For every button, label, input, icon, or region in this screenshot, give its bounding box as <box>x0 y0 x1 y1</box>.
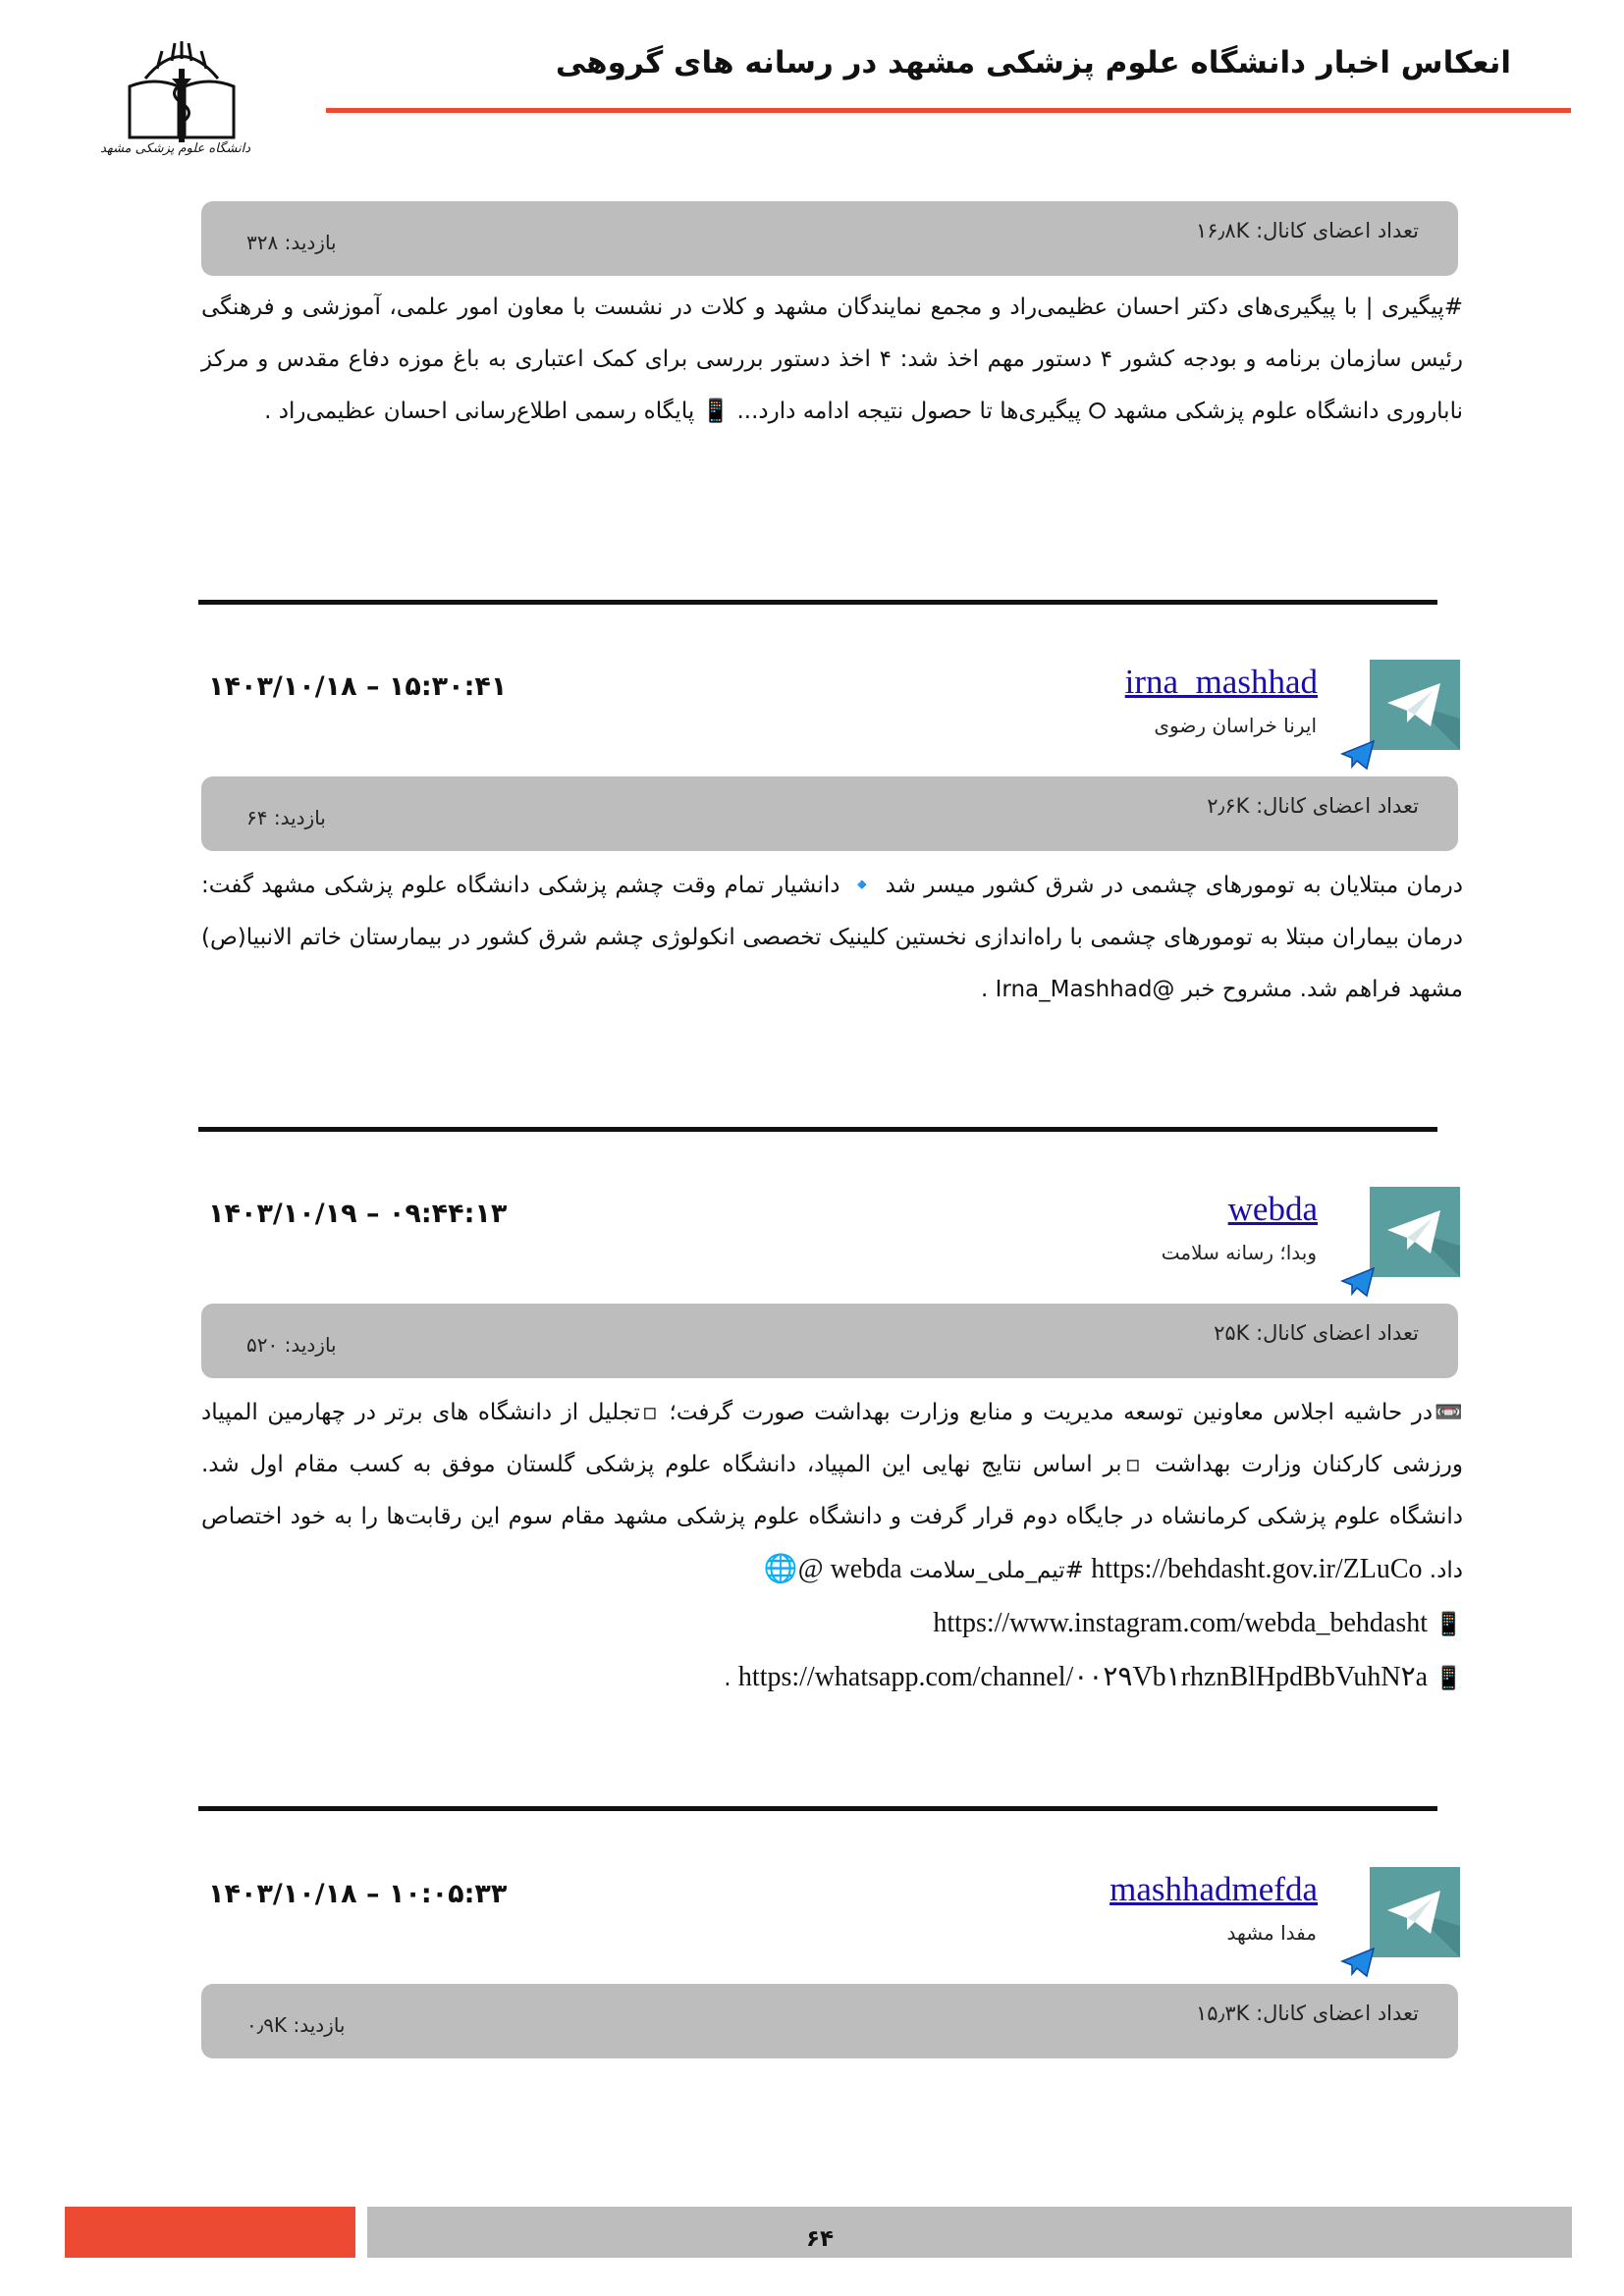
post-separator <box>198 1806 1437 1811</box>
post-stats-bar <box>201 1984 1458 2058</box>
footer-accent-bar <box>65 2207 355 2258</box>
telegram-small-icon <box>1340 1946 1376 1979</box>
post-separator <box>198 600 1437 605</box>
channel-link[interactable]: irna_mashhad <box>1124 663 1318 701</box>
phone-icon: 📱 <box>1435 1612 1463 1637</box>
telegram-small-icon <box>1340 738 1376 772</box>
post-stats-bar <box>201 201 1458 276</box>
channel-link[interactable]: webda <box>1227 1190 1318 1228</box>
post-stats-bar <box>201 1304 1458 1378</box>
footer-bar <box>367 2207 1572 2258</box>
member-count: تعداد اعضای کانال: ۱۵٫۳K <box>1195 2002 1419 2025</box>
post-body: #پیگیری | با پیگیری‌های دکتر احسان عظیمی‌راد و مجمع نمایندگان مشهد و کلات در نشست با معاون امور علمی، آموزشی و فرهنگی رئیس سازمان برنامه و بودجه کشور ۴ دستور مهم اخذ شد: ۴ اخذ دستور بررسی برای کمک اعتباری به باغ موزه دفاع مقدس و مرکز ناباروری دانشگاه علوم پزشکی مشهد ⭘ پیگیری‌ها تا حصول نتیجه ادامه دارد... 📱 پایگاه رسمی اطلاع‌رسانی احسان عظیمی‌راد . <box>201 294 1463 424</box>
post-link[interactable]: https://behdasht.gov.ir/ZLuCo <box>1091 1554 1423 1584</box>
channel-subtitle: ایرنا خراسان رضوی <box>1154 714 1317 737</box>
phone-icon: 📱 <box>1435 1666 1463 1691</box>
header-divider <box>326 108 1571 113</box>
member-count: تعداد اعضای کانال: ۱۶٫۸K <box>1195 219 1419 242</box>
member-count: تعداد اعضای کانال: ۲٫۶K <box>1207 794 1419 818</box>
post-datetime: ۱۴۰۳/۱۰/۱۸ – ۱۰:۰۵:۳۳ <box>208 1879 508 1909</box>
logo-caption: دانشگاه علوم پزشکی مشهد <box>100 141 250 156</box>
post-body: 📼در حاشیه اجلاس معاونین توسعه مدیریت و منابع وزارت بهداشت صورت گرفت؛ ▫تجلیل از دانشگاه های برتر در چهارمین المپیاد ورزشی کارکنان وزارت بهداشت ▫بر اساس نتایج نهایی این المپیاد، دانشگاه علوم پزشکی گلستان موفق به کسب مقام اول شد. دانشگاه علوم پزشکی کرمانشاه در جایگاه دوم قرار گرفت و دانشگاه علوم پزشکی مشهد مقام سوم این رقابت‌ها را به خود اختصاص داد. https://behdasht.gov.ir/ZLuCo #تیم_ملی_سلامت 🌐@ webda 📱 https://www.instagram.com/webda_behdasht 📱 https://whatsapp.com/channel/۰۰۲۹Vb۱rhznBlHpdBbVuhN۲a . <box>201 1400 1463 1692</box>
university-logo <box>100 39 250 167</box>
telegram-icon[interactable] <box>1370 1867 1460 1957</box>
post-separator <box>198 1127 1437 1132</box>
whatsapp-link[interactable]: https://whatsapp.com/channel/۰۰۲۹Vb۱rhznBlHpdBbVuhN۲a <box>737 1662 1429 1692</box>
post-stats-bar <box>201 776 1458 851</box>
telegram-icon[interactable] <box>1370 660 1460 750</box>
document-title: انعکاس اخبار دانشگاه علوم پزشکی مشهد در رسانه های گروهی <box>555 45 1511 80</box>
post-text: 📼در حاشیه اجلاس معاونین توسعه مدیریت و منابع وزارت بهداشت صورت گرفت؛ ▫تجلیل از دانشگاه های برتر در چهارمین المپیاد ورزشی کارکنان وزارت بهداشت ▫بر اساس نتایج نهایی این المپیاد، دانشگاه علوم پزشکی گلستان موفق به کسب مقام اول شد. دانشگاه علوم پزشکی کرمانشاه در جایگاه دوم قرار گرفت و دانشگاه علوم پزشکی مشهد مقام سوم این رقابت‌ها را به خود اختصاص داد. <box>201 1400 1463 1583</box>
channel-link[interactable]: mashhadmefda <box>1110 1870 1318 1908</box>
channel-subtitle: مفدا مشهد <box>1226 1921 1317 1945</box>
channel-handle[interactable]: 🌐@ webda <box>763 1554 902 1584</box>
telegram-small-icon <box>1340 1265 1376 1299</box>
instagram-link[interactable]: https://www.instagram.com/webda_behdasht <box>933 1608 1429 1638</box>
member-count: تعداد اعضای کانال: ۲۵K <box>1214 1321 1419 1345</box>
view-count: بازدید: ۰٫۹K <box>246 2013 346 2037</box>
channel-subtitle: وبدا؛ رسانه سلامت <box>1161 1241 1317 1264</box>
post-hashtag[interactable]: #تیم_ملی_سلامت <box>908 1558 1084 1583</box>
post-datetime: ۱۴۰۳/۱۰/۱۸ – ۱۵:۳۰:۴۱ <box>208 671 508 702</box>
post-body: درمان مبتلایان به تومورهای چشمی در شرق کشور میسر شد 🔹 دانشیار تمام وقت چشم پزشکی دانشگاه علوم پزشکی مشهد گفت: درمان بیماران مبتلا به تومورهای چشمی با راه‌اندازی نخستین کلینیک تخصصی انکولوژی چشم شرق کشور در بیمارستان خاتم الانبیا(ص) مشهد فراهم شد. مشروح خبر @Irna_Mashhad . <box>201 873 1463 1002</box>
post-datetime: ۱۴۰۳/۱۰/۱۹ – ۰۹:۴۴:۱۳ <box>208 1199 508 1229</box>
view-count: بازدید: ۳۲۸ <box>246 231 337 254</box>
view-count: بازدید: ۶۴ <box>246 806 326 829</box>
view-count: بازدید: ۵۲۰ <box>246 1333 337 1357</box>
telegram-icon[interactable] <box>1370 1187 1460 1277</box>
page-number: ۶۴ <box>805 2226 835 2252</box>
